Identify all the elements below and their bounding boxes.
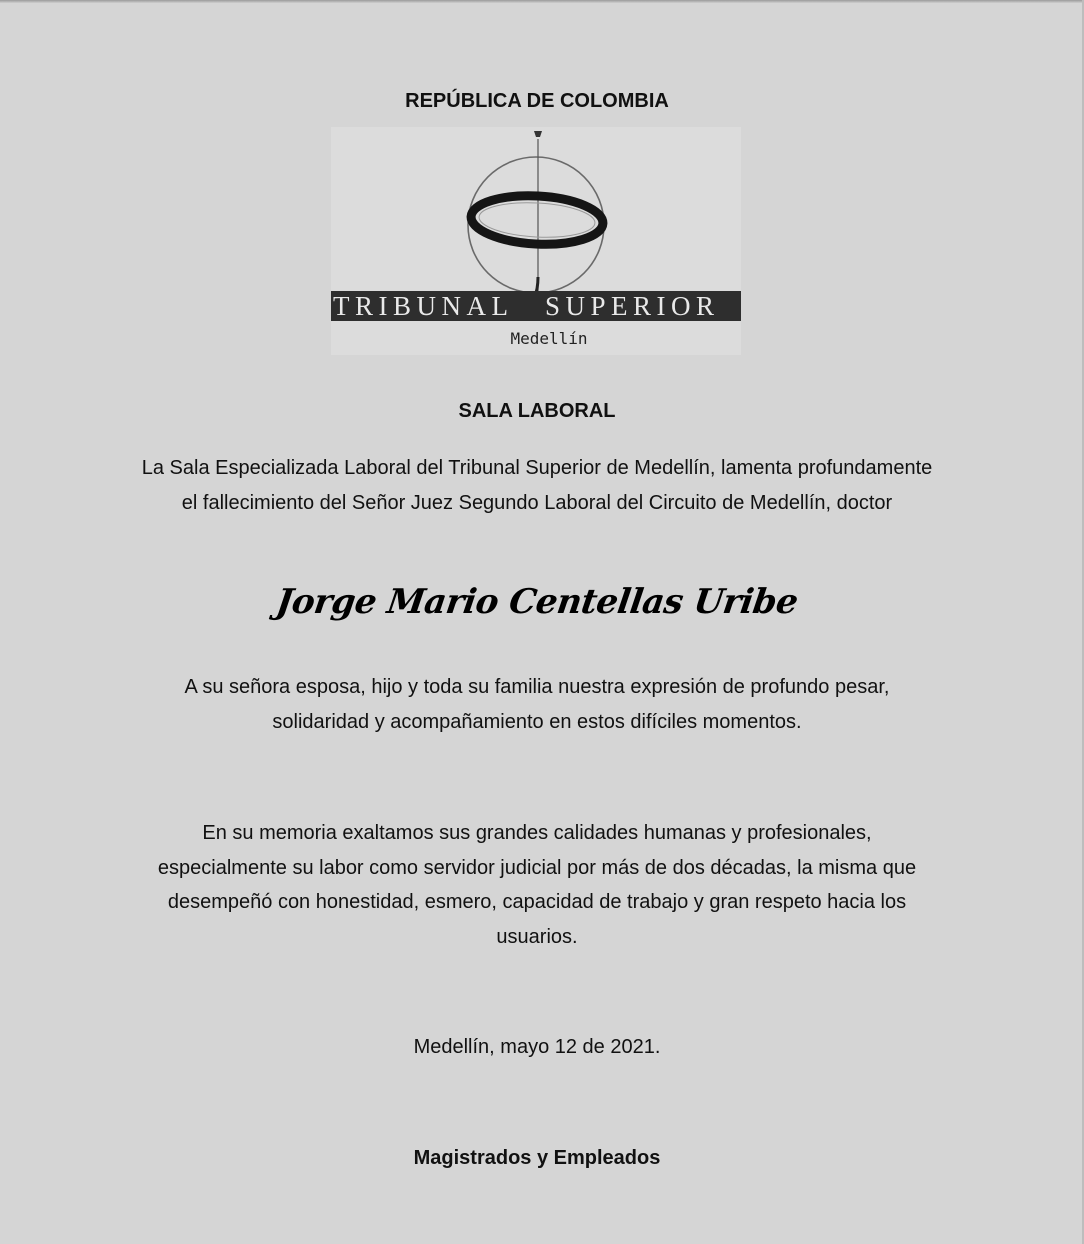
signature-line: Magistrados y Empleados	[413, 1147, 661, 1169]
condolence-paragraph: A su señora esposa, hijo y toda su familia nuestra expresión de profundo pesar, solidaridad y acompañamiento en estos difíciles momentos.	[184, 676, 890, 733]
date-line: Medellín, mayo 12 de 2021.	[413, 1036, 661, 1058]
memory-paragraph: En su memoria exaltamos sus grandes calidades humanas y profesionales, especialmente su labor como servidor judicial por más de dos décadas, la misma que desempeñó con honestidad, esmero, capacidad de trabajo y gran respeto hacia los usuarios.	[157, 822, 917, 948]
tribunal-logo	[331, 127, 741, 355]
intro-paragraph: La Sala Especializada Laboral del Tribunal Superior de Medellín, lamenta profundamente el fallecimiento del Señor Juez Segundo Laboral del Circuito de Medellín, doctor	[141, 457, 933, 514]
logo-word-tribunal: TRIBUNAL	[333, 291, 514, 321]
logo-city: Medellín	[510, 329, 588, 348]
deceased-name: Jorge Mario Centellas Uribe	[273, 582, 801, 622]
logo-word-superior: SUPERIOR	[545, 291, 720, 321]
country-heading: REPÚBLICA DE COLOMBIA	[405, 90, 669, 112]
chamber-heading: SALA LABORAL	[458, 400, 616, 422]
